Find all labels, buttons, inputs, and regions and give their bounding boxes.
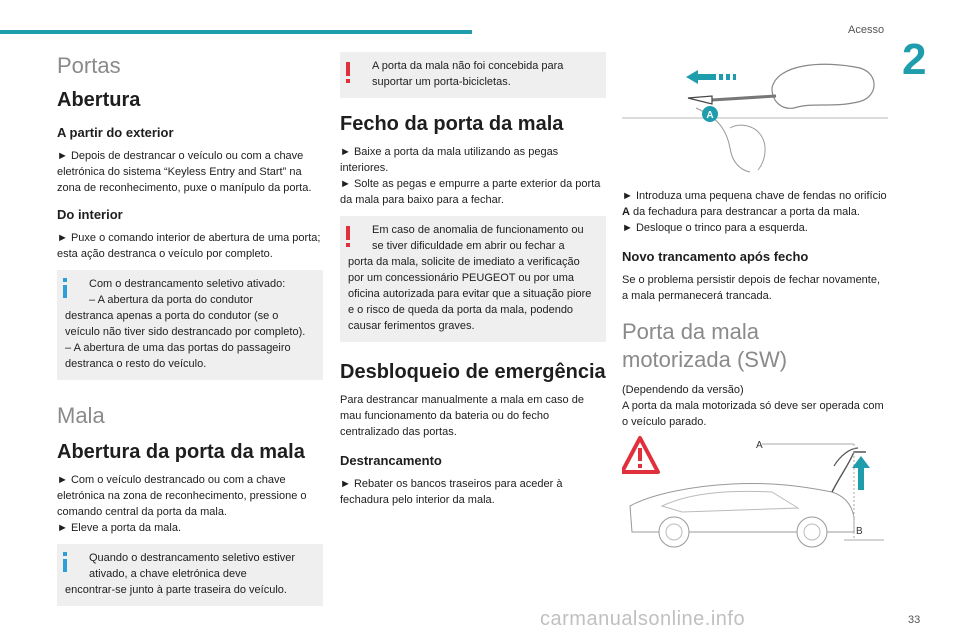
column-3 xyxy=(622,52,888,548)
warning-icon xyxy=(346,62,350,76)
note-line: – A abertura da porta do condutor xyxy=(89,294,253,306)
note-line: se tiver dificuldade em abrir ou fechar a xyxy=(372,240,565,252)
info-icon xyxy=(63,278,67,282)
page-number: 33 xyxy=(908,614,921,626)
note-line: ativado, a chave eletrónica deve xyxy=(89,568,247,580)
label-a: A xyxy=(756,440,763,451)
arrow-up-bar xyxy=(858,466,864,490)
paragraph-mala-1: ► Com o veículo destrancado ou com a chave eletrónica na zona de reconhecimento, pressione o comando central da porta da mala. xyxy=(57,474,307,518)
paragraph-mala-2: ► Eleve a porta da mala. xyxy=(57,522,182,534)
heading-abertura-mala: Abertura da porta da mala xyxy=(57,441,305,463)
note-line: encontrar-se junto à parte traseira do veículo. xyxy=(65,584,287,596)
label-a-text: A xyxy=(706,110,714,121)
rear-wheel xyxy=(797,517,827,547)
heading-interior: Do interior xyxy=(57,207,123,222)
lock-slot xyxy=(688,96,712,104)
info-note-1 xyxy=(57,270,323,380)
heading-fecho: Fecho da porta da mala xyxy=(340,113,564,135)
note-line: destranca apenas a porta do condutor (se o veículo não tiver sido destrancado por completo). xyxy=(65,310,306,338)
heading-exterior: A partir do exterior xyxy=(57,125,174,140)
paragraph-exterior: ► Depois de destrancar o veículo ou com a chave eletrónica do sistema “Keyless Entry and Start” na zona de reconhecimento, puxe o manípulo da porta. xyxy=(57,150,312,194)
warning-icon xyxy=(346,226,350,240)
paragraph-desbloqueio: Para destrancar manualmente a mala em caso de mau funcionamento da bateria ou do fecho centralizado das portas. xyxy=(340,394,584,438)
figure-emergency-lock xyxy=(622,52,888,178)
paragraph-fecho-1: ► Baixe a porta da mala utilizando as pegas interiores. xyxy=(340,146,559,174)
watermark: carmanualsonline.info xyxy=(540,608,746,630)
note-line: Com o destrancamento seletivo ativado: xyxy=(89,278,286,290)
section-title-mala: Mala xyxy=(57,403,105,428)
screwdriver-handle xyxy=(772,64,874,108)
note-line: A porta da mala não foi concebida para xyxy=(372,60,564,72)
section-label: Acesso xyxy=(848,24,885,36)
label-b: B xyxy=(856,526,863,537)
chapter-number: 2 xyxy=(902,35,927,84)
front-wheel xyxy=(659,517,689,547)
heading-desbloqueio: Desbloqueio de emergência xyxy=(340,361,606,383)
heading-destrancamento: Destrancamento xyxy=(340,453,442,468)
note-line: – A abertura de uma das portas do passageiro destranca o resto do veículo. xyxy=(65,342,291,370)
screwdriver-shaft xyxy=(712,96,776,100)
warning-note-1 xyxy=(340,52,606,98)
info-icon xyxy=(63,552,67,556)
paragraph-dependendo: (Dependendo da versão) xyxy=(622,384,744,396)
paragraph-fecho-2: ► Solte as pegas e empurre a parte exterior da porta da mala para baixo para a fechar. xyxy=(340,178,601,206)
section-title-motorizada: Porta da mala motorizada (SW) xyxy=(622,319,788,372)
paragraph-motorizada: A porta da mala motorizada só deve ser operada com o veículo parado. xyxy=(622,400,884,428)
note-line: suportar um porta-bicicletas. xyxy=(372,76,511,88)
paragraph-destrancamento: ► Rebater os bancos traseiros para aceder à fechadura pelo interior da mala. xyxy=(340,478,563,506)
note-line: porta da mala, solicite de imediato a verificação por um concessionário PEUGEOT ou por uma oficina autorizada para evitar que a situação piore e o risco de queda da porta da mala, podendo causar ferimentos graves. xyxy=(348,256,592,332)
paragraph-desloque: ► Desloque o trinco para a esquerda. xyxy=(622,222,808,234)
paragraph-novo-trancamento: Se o problema persistir depois de fechar novamente, a mala permanecerá trancada. xyxy=(622,274,881,302)
arrow-left-icon xyxy=(686,70,698,84)
warning-note-2 xyxy=(340,216,606,342)
note-line: Quando o destrancamento seletivo estiver xyxy=(89,552,296,564)
heading-novo-trancamento: Novo trancamento após fecho xyxy=(622,249,809,264)
arrow-up-icon xyxy=(852,456,870,468)
column-2 xyxy=(340,52,606,508)
note-line: Em caso de anomalia de funcionamento ou xyxy=(372,224,584,236)
header-accent-bar xyxy=(0,30,472,34)
info-note-2 xyxy=(57,544,323,606)
paragraph-interior: ► Puxe o comando interior de abertura de uma porta; esta ação destranca o veículo por completo. xyxy=(57,232,321,260)
heading-abertura: Abertura xyxy=(57,89,141,111)
paragraph-introduza: ► Introduza uma pequena chave de fendas no orifício A da fechadura para destrancar a porta da mala. xyxy=(622,190,887,218)
column-1 xyxy=(57,52,323,606)
section-title-portas: Portas xyxy=(57,53,121,78)
figure-powered-tailgate xyxy=(622,436,888,548)
